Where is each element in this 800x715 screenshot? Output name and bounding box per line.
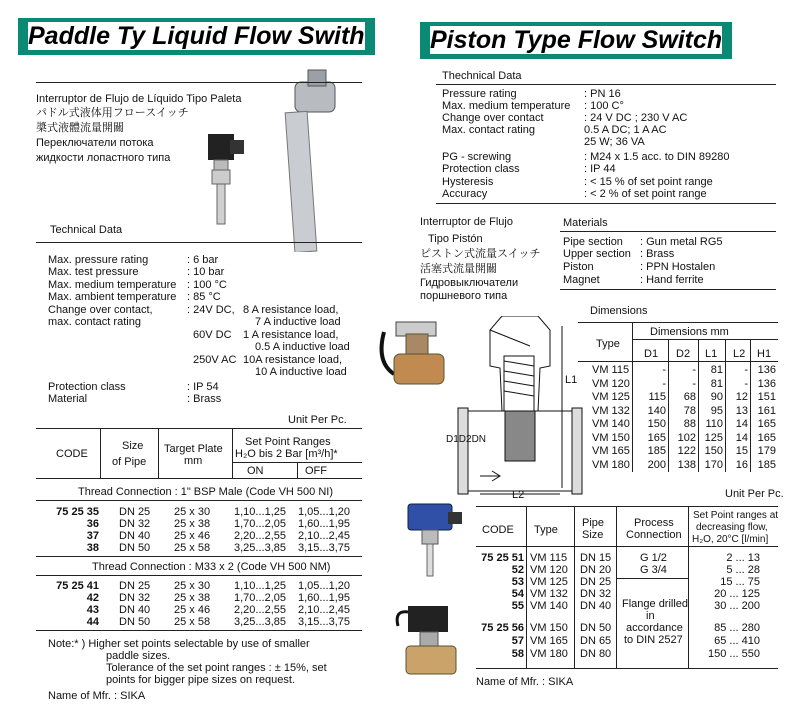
row-off: 1,05...1,20	[298, 506, 350, 518]
spec-label: Change over contact	[442, 112, 544, 124]
row-off: 1,60...1,95	[298, 518, 350, 530]
spec-value: : 100 °C	[187, 279, 227, 291]
left-name-zh: 槳式液體流量開關	[36, 122, 124, 134]
product-size: DN 65	[580, 635, 612, 647]
contact-desc: 7 A inductive load	[255, 316, 341, 328]
materials-title: Materials	[563, 217, 608, 229]
row-plate: 25 x 58	[174, 542, 211, 554]
dim-cell: 115	[648, 391, 666, 403]
right-vline	[574, 506, 575, 668]
left-vline	[232, 428, 233, 478]
spec-value: 25 W; 36 VA	[584, 136, 645, 148]
col-plate-header2: mm	[184, 455, 203, 467]
dim-cell: 170	[704, 458, 723, 471]
material-label: Piston	[563, 261, 594, 273]
row-off: 3,15...3,75	[298, 616, 350, 628]
row-size: DN 25	[119, 506, 151, 518]
row-code: 75 25 35	[56, 506, 99, 518]
row-code: 43	[86, 604, 99, 616]
spec-label: Max. ambient temperature	[48, 291, 177, 303]
row-plate: 25 x 38	[174, 518, 211, 530]
product-range: 5 ... 28	[726, 564, 760, 576]
dim-vline	[698, 339, 699, 472]
left-name-ja: パドル式液体用フロースイッチ	[36, 107, 189, 119]
contact-desc: 10 A inductive load	[255, 366, 347, 378]
product-size: DN 20	[580, 564, 612, 576]
left-banner-text: Paddle Ty Liquid Flow Swith	[28, 22, 365, 50]
product-range: 20 ... 125	[714, 588, 760, 600]
contact-voltage: 60V DC	[193, 329, 232, 341]
contact-desc: 10A resistance load,	[243, 354, 343, 366]
dim-cell-type: VM 125	[592, 391, 630, 403]
right-name-es2: Tipo Pistón	[428, 233, 483, 245]
group1-title: Thread Connection : 1" BSP Male (Code VH 500 NI)	[78, 486, 333, 498]
dim-header-bottom	[578, 361, 778, 362]
material-label: Pipe section	[563, 236, 623, 248]
product-size: DN 32	[580, 588, 612, 600]
left-tech-title: Technical Data	[50, 224, 123, 236]
row-size: DN 40	[119, 530, 151, 542]
group2-divider	[36, 575, 362, 576]
row-size: DN 25	[119, 580, 151, 592]
col-code-header: CODE	[56, 448, 88, 460]
diagram-label-l1: L1	[565, 374, 578, 386]
right-col-setpoint2: decreasing flow,	[696, 522, 768, 533]
dim-cell: 185	[757, 458, 776, 471]
dim-cell: 102	[677, 431, 696, 444]
spec-value: : < 2 % of set point range	[584, 188, 707, 200]
row-code: 36	[86, 518, 99, 530]
conn-divider	[616, 578, 688, 579]
row-off: 2,10...2,45	[298, 604, 350, 616]
dim-cell: 179	[757, 445, 776, 457]
product-range: 2 ... 13	[726, 552, 760, 564]
dim-cell: 150	[647, 418, 666, 430]
row-off: 1,60...1,95	[298, 592, 350, 604]
right-header-bottom	[476, 546, 778, 547]
right-col-code: CODE	[482, 524, 514, 536]
row-code: 44	[86, 616, 99, 628]
dim-vline	[668, 339, 669, 472]
product-size: DN 15	[580, 552, 612, 564]
note-line: Tolerance of the set point ranges : ± 15%, set	[106, 662, 327, 674]
right-tech-bottom	[436, 203, 776, 204]
dim-cell-type: VM 150	[592, 431, 630, 444]
material-value: : PPN Hostalen	[640, 261, 716, 273]
col-size-header2: of Pipe	[112, 456, 147, 468]
piston-cross-section-diagram	[440, 316, 590, 504]
product-code: 55	[511, 600, 524, 612]
right-name-es: Interruptor de Flujo	[420, 216, 513, 228]
dim-header: Dimensions mm	[650, 326, 729, 338]
row-on: 2,20...2,55	[234, 530, 286, 542]
spec-label: Pressure rating	[442, 88, 517, 100]
product-type: VM 140	[530, 600, 568, 612]
product-type: VM 165	[530, 635, 568, 647]
material-value: : Gun metal RG5	[640, 236, 723, 248]
left-name-ru1: Переключатели потока	[36, 137, 154, 149]
row-plate: 25 x 30	[174, 506, 211, 518]
row-on: 1,10...1,25	[234, 580, 286, 592]
contact-desc: 8 A resistance load,	[243, 304, 339, 316]
row-plate: 25 x 46	[174, 604, 211, 616]
dim-col-l2: L2	[733, 348, 746, 360]
dim-vline	[750, 339, 751, 472]
product-code: 53	[511, 576, 524, 588]
spec-value: : 10 bar	[187, 266, 225, 278]
right-col-pipe: Pipe	[582, 517, 605, 529]
dim-col-d1: D1	[644, 348, 659, 360]
product-type: VM 120	[530, 564, 568, 576]
contact-label: Change over contact,	[48, 304, 153, 316]
conn-a: G 3/4	[640, 564, 667, 576]
spec-value: : M24 x 1.5 acc. to DIN 89280	[584, 151, 730, 163]
row-code: 37	[86, 530, 99, 542]
right-table-top	[476, 506, 778, 507]
right-col-type: Type	[534, 524, 558, 536]
row-size: DN 50	[119, 616, 151, 628]
col-plate-header: Target Plate	[164, 443, 223, 455]
diagram-label-l2: L2	[512, 489, 525, 501]
materials-bottom	[560, 289, 776, 290]
dim-cell: 81	[710, 377, 723, 390]
dim-cell-type: VM 165	[592, 445, 630, 457]
right-name-ja: ピストン式流量スイッチ	[420, 248, 541, 260]
dim-cell: 16	[735, 458, 748, 471]
dim-cell-type: VM 140	[592, 418, 630, 430]
right-name-ru1: Гидровыключатели	[420, 277, 519, 289]
right-name-zh: 活塞式流量開關	[420, 263, 497, 275]
left-header-bottom	[36, 478, 362, 479]
dimensions-title: Dimensions	[590, 305, 648, 317]
spec-value: : 6 bar	[187, 254, 219, 266]
conn-b: to DIN 2527	[624, 634, 683, 646]
row-on: 3,25...3,85	[234, 542, 286, 554]
left-vline	[100, 428, 101, 478]
dim-col-d2: D2	[676, 348, 691, 360]
row-on: 2,20...2,55	[234, 604, 286, 616]
product-code: 52	[511, 564, 524, 576]
dim-cell-type: VM 120	[592, 377, 630, 390]
left-name-ru2: жидкости лопастного типа	[36, 152, 171, 164]
dim-cell: 165	[647, 431, 666, 444]
dim-cell: 110	[705, 418, 723, 430]
product-range: 85 ... 280	[714, 622, 760, 634]
materials-divider	[560, 231, 776, 232]
right-vline	[616, 506, 617, 668]
spec-label: Max. medium temperature	[442, 100, 571, 112]
spec-value: : 24 V DC ; 230 V AC	[584, 112, 688, 124]
row-plate: 25 x 58	[174, 616, 211, 628]
dim-cell-type: VM 180	[592, 458, 630, 471]
dim-cell: 136	[757, 377, 776, 390]
material-label: Upper section	[563, 248, 631, 260]
dim-cell: 78	[683, 404, 696, 417]
note-line: paddle sizes.	[106, 650, 171, 662]
conn-b: Flange drilled	[622, 598, 689, 610]
row-on: 1,70...2,05	[234, 592, 286, 604]
material-label: Magnet	[563, 274, 600, 286]
spec-value: : 100 C°	[584, 100, 624, 112]
row-off: 1,05...1,20	[298, 580, 350, 592]
spec-label: Accuracy	[442, 188, 488, 200]
spec-label: PG - screwing	[442, 151, 512, 163]
product-size: DN 25	[580, 576, 612, 588]
dim-vline	[632, 322, 633, 472]
left-name-es: Interruptor de Flujo de Líquido Tipo Paleta	[36, 93, 242, 105]
dim-cell: 122	[677, 445, 696, 457]
dim-cell: 88	[683, 418, 696, 430]
spec-value: : PN 16	[584, 88, 621, 100]
dim-col-type: Type	[596, 338, 620, 350]
right-col-setpoint: Set Point ranges at	[693, 510, 779, 521]
product-type: VM 180	[530, 648, 568, 660]
left-vline	[158, 428, 159, 478]
row-code: 75 25 41	[56, 580, 99, 592]
right-col-setpoint3: H₂O, 20°C [l/min]	[692, 534, 769, 545]
right-col-pipe2: Size	[582, 529, 604, 541]
product-code: 58	[511, 648, 524, 660]
protection-label: Protection class	[48, 381, 126, 393]
product-size: DN 50	[580, 622, 612, 634]
dim-cell: 165	[757, 418, 776, 430]
dim-header-divider	[632, 339, 778, 340]
contact-desc: 0.5 A inductive load	[255, 341, 350, 353]
dim-cell: 165	[757, 431, 776, 444]
row-size: DN 32	[119, 518, 151, 530]
right-mfr: Name of Mfr. : SIKA	[476, 676, 574, 688]
row-size: DN 40	[119, 604, 151, 616]
group1-divider	[36, 500, 362, 501]
dim-cell: 13	[735, 404, 748, 417]
contact-voltage: 250V AC	[193, 354, 237, 366]
dim-table-top	[578, 322, 778, 323]
dim-cell: 125	[704, 431, 723, 444]
conn-a: G 1/2	[640, 552, 667, 564]
contact-desc: 1 A resistance load,	[243, 329, 339, 341]
right-col-process: Process	[634, 517, 674, 529]
dim-cell: 14	[735, 431, 748, 444]
dim-cell: -	[692, 364, 696, 376]
left-table-bottom	[36, 630, 362, 631]
dim-cell-type: VM 132	[592, 404, 630, 417]
conn-b: accordance	[626, 622, 683, 634]
dim-col-h1: H1	[757, 348, 772, 360]
row-code: 42	[86, 592, 99, 604]
row-on: 1,10...1,25	[234, 506, 286, 518]
dim-cell: 12	[735, 391, 748, 403]
col-setpoint-header2: H₂O bis 2 Bar [m³/h]*	[235, 448, 338, 460]
product-code: 54	[511, 588, 524, 600]
paddle-flow-switch-photo	[398, 498, 468, 578]
product-type: VM 115	[530, 552, 568, 564]
dim-cell: 151	[757, 391, 776, 403]
dim-col-l1: L1	[705, 348, 718, 360]
material-label: Material	[48, 393, 88, 405]
row-on: 1,70...2,05	[234, 518, 286, 530]
group2-title: Thread Connection : M33 x 2 (Code VH 500 NM)	[92, 561, 331, 573]
dim-cell: 81	[710, 364, 723, 376]
col-setpoint-header: Set Point Ranges	[245, 436, 331, 448]
dim-cell: -	[662, 377, 666, 390]
dim-vline	[725, 339, 726, 472]
product-type: VM 132	[530, 588, 568, 600]
row-plate: 25 x 30	[174, 580, 211, 592]
product-range: 30 ... 200	[714, 600, 760, 612]
right-col-process2: Connection	[626, 529, 682, 541]
right-table-bottom	[476, 668, 778, 669]
product-size: DN 40	[580, 600, 612, 612]
row-off: 2,10...2,45	[298, 530, 350, 542]
dim-cell: 150	[704, 445, 723, 457]
spec-value: : < 15 % of set point range	[584, 176, 713, 188]
dim-cell: 95	[710, 404, 723, 417]
spec-value: : 85 °C	[187, 291, 221, 303]
dim-cell: 15	[735, 445, 748, 457]
material-value: : Hand ferrite	[640, 274, 704, 286]
product-code: 75 25 56	[481, 622, 524, 634]
product-range: 15 ... 75	[720, 576, 760, 588]
right-unit: Unit Per Pc.	[725, 488, 784, 500]
row-on: 3,25...3,85	[234, 616, 286, 628]
dim-cell: -	[692, 377, 696, 390]
left-banner	[18, 18, 375, 55]
spec-label: Max. test pressure	[48, 266, 139, 278]
dim-cell: -	[744, 377, 748, 390]
row-code: 38	[86, 542, 99, 554]
left-divider-tech	[36, 242, 362, 243]
left-unit: Unit Per Pc.	[288, 414, 347, 426]
right-tech-title: Thechnical Data	[442, 70, 522, 82]
row-plate: 25 x 46	[174, 530, 211, 542]
conn-b: in	[646, 610, 655, 622]
dim-cell: 200	[647, 458, 666, 471]
spec-label: Max. medium temperature	[48, 279, 177, 291]
group2-top	[36, 556, 362, 557]
product-range: 150 ... 550	[708, 648, 760, 660]
product-type: VM 150	[530, 622, 568, 634]
spec-value: : IP 44	[584, 163, 616, 175]
col-on-header: ON	[247, 465, 264, 477]
left-vline	[297, 462, 298, 478]
spec-value: 0.5 A DC; 1 A AC	[584, 124, 667, 136]
note-line: Note:* ) Higher set points selectable by use of smaller	[48, 638, 310, 650]
diagram-label-d1d2: D1D2DN	[446, 434, 487, 445]
right-vline	[526, 506, 527, 668]
row-plate: 25 x 38	[174, 592, 211, 604]
col-size-header: Size	[122, 440, 144, 452]
product-size: DN 80	[580, 648, 612, 660]
spec-label: Max. pressure rating	[48, 254, 149, 266]
spec-label: Hysteresis	[442, 176, 494, 188]
product-code: 57	[511, 635, 524, 647]
paddle-switch-image	[190, 62, 360, 252]
right-tech-divider	[436, 84, 776, 85]
dim-cell: 140	[647, 404, 666, 417]
row-size: DN 32	[119, 592, 151, 604]
product-code: 75 25 51	[481, 552, 524, 564]
product-range: 65 ... 410	[714, 635, 760, 647]
left-mfr: Name of Mfr. : SIKA	[48, 690, 146, 702]
right-name-ru2: поршневого типа	[420, 290, 508, 302]
spec-label: Max. contact rating	[442, 124, 535, 136]
dim-cell: 136	[757, 364, 776, 376]
right-banner-text: Piston Type Flow Switch	[430, 26, 723, 54]
contact-voltage: : 24V DC,	[187, 304, 235, 316]
dim-cell: 185	[647, 445, 666, 457]
material-value: : Brass	[187, 393, 222, 405]
dim-cell: -	[662, 364, 666, 376]
protection-value: : IP 54	[187, 381, 219, 393]
product-type: VM 125	[530, 576, 568, 588]
row-off: 3,15...3,75	[298, 542, 350, 554]
left-table-top	[36, 428, 362, 429]
dim-cell: 14	[735, 418, 748, 430]
contact-label: max. contact rating	[48, 316, 141, 328]
left-divider-top	[36, 82, 362, 83]
right-banner	[420, 22, 732, 59]
inline-flow-switch-photo	[394, 596, 480, 680]
note-line: points for bigger pipe sizes on request.	[106, 674, 295, 686]
col-off-header: OFF	[305, 465, 327, 477]
right-vline	[688, 506, 689, 668]
dim-cell: 90	[710, 391, 723, 403]
dim-cell: 138	[677, 458, 696, 471]
dim-cell: 68	[683, 391, 696, 403]
dim-cell: 161	[757, 404, 776, 417]
spec-label: Protection class	[442, 163, 520, 175]
dim-cell: -	[744, 364, 748, 376]
dim-cell-type: VM 115	[592, 364, 630, 376]
row-size: DN 50	[119, 542, 151, 554]
material-value: : Brass	[640, 248, 675, 260]
